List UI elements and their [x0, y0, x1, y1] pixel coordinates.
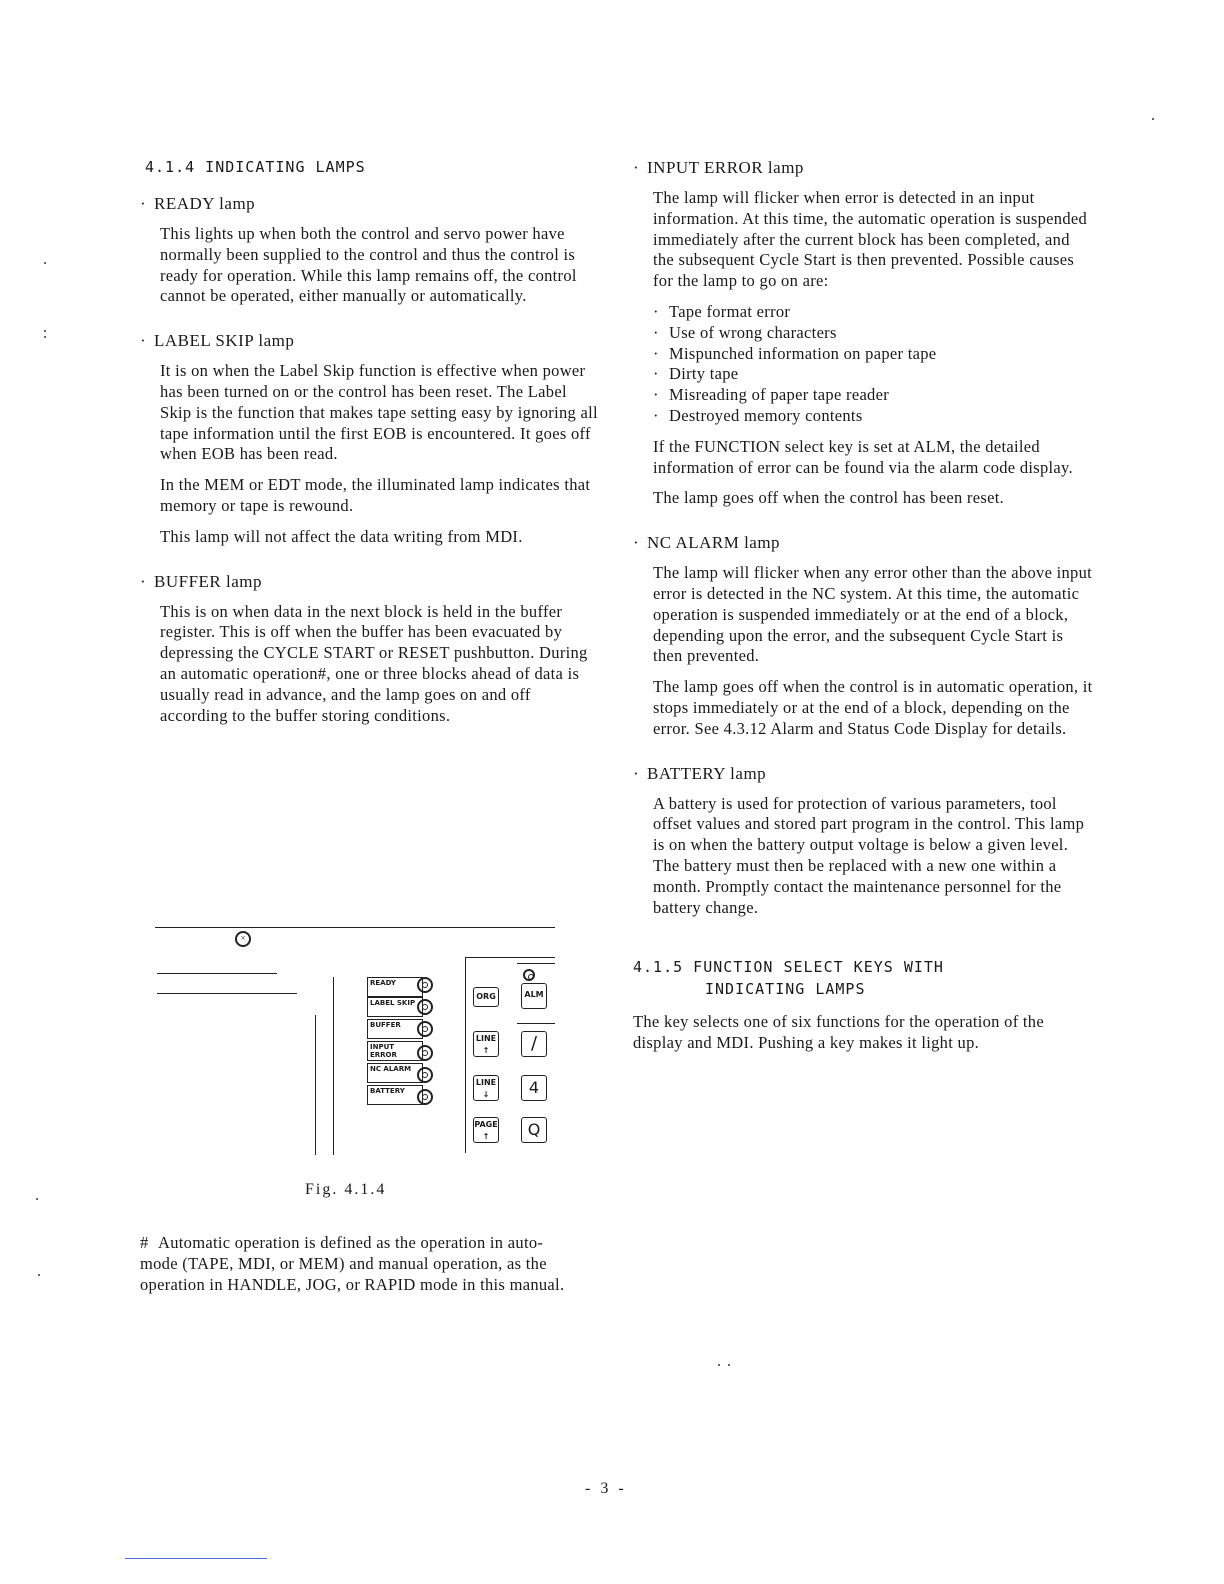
lamp-label-ready: READY	[367, 977, 423, 997]
alm-key-lamp-icon	[523, 969, 535, 981]
nc-alarm-lamp-icon	[417, 1067, 433, 1083]
figure-top-rule	[155, 927, 555, 928]
org-key[interactable]: ORG	[473, 987, 499, 1007]
line-up-key[interactable]: LINE ↑	[473, 1031, 499, 1057]
input-error-alm-note: If the FUNCTION select key is set at ALM, the detailed information of error can be found via the alarm code display.	[653, 436, 1073, 477]
page-number: - 3 -	[585, 1480, 627, 1497]
section-heading-415-line2: INDICATING LAMPS	[705, 980, 866, 999]
battery-lamp-icon	[417, 1089, 433, 1105]
ready-lamp-title: · READY lamp	[140, 194, 256, 213]
nc-alarm-off-note: The lamp goes off when the control is in automatic operation, it stops immediately or at the end of a block, depending on the error. See 4.3.12 Alarm and Status Code Display for details.	[653, 677, 1093, 738]
list-item: · Use of wrong characters	[653, 322, 837, 342]
right-column	[633, 158, 1093, 1064]
buffer-lamp-description: This is on when data in the next block is held in the buffer register. This is off when the buffer has been evacuated by depressing the CYCLE START or RESET pushbutton. During an automatic operation#, one or three blocks ahead of data is usually read in advance, and the lamp goes on and off according to the buffer storing conditions.	[160, 601, 588, 725]
list-item: · Destroyed memory contents	[653, 405, 863, 425]
ready-lamp-description: This lights up when both the control and servo power have normally been supplied to the control and thus the control is ready for operation. While this lamp remains off, the control cannot be operated, either manually or automatically.	[160, 224, 577, 306]
alm-key[interactable]: ALM	[521, 983, 547, 1009]
input-error-lamp-icon	[417, 1045, 433, 1061]
line-down-key[interactable]: LINE ↓	[473, 1075, 499, 1101]
panel-edge	[315, 1015, 316, 1155]
scan-speck	[728, 1364, 730, 1366]
input-error-causes-list	[653, 302, 1093, 427]
nc-alarm-description: The lamp will flicker when any error other than the above input error is detected in the NC system. At this time, the automatic operation is suspended immediately or at the end of a block, depending upon the error, and the subsequent Cycle Start is then prevented.	[653, 563, 1093, 666]
scan-speck	[44, 262, 46, 264]
screw-icon: ×	[235, 931, 251, 947]
scan-speck	[1152, 118, 1154, 120]
battery-lamp-title: · BATTERY lamp	[633, 763, 767, 783]
ready-lamp-icon	[417, 977, 433, 993]
bottom-rule	[125, 1558, 267, 1559]
panel-edge	[157, 973, 277, 974]
label-skip-description: It is on when the Label Skip function is effective when power has been turned on or the control has been reset. The Label Skip is the function that makes tape setting easy by ignoring all tape information until the first EOB is encountered. It goes off when EOB has been read.	[160, 361, 598, 464]
input-error-intro: The lamp will flicker when error is detected in an input information. At this time, the automatic operation is suspended immediately after the current block has been completed, and the subsequent Cycle Start is then prevented. Possible causes for the lamp to go on are:	[653, 188, 1088, 291]
key-divider	[517, 963, 555, 964]
scan-speck	[44, 330, 46, 332]
footnote-text: Automatic operation is defined as the operation in auto-mode (TAPE, MDI, or MEM) and manual operation, as the operation in HANDLE, JOG, or RAPID mode in this manual.	[140, 1233, 565, 1294]
nc-alarm-lamp-title: · NC ALARM lamp	[633, 533, 781, 553]
footnote	[140, 1233, 580, 1295]
scan-speck	[44, 336, 46, 338]
slash-key[interactable]: /	[521, 1031, 547, 1057]
lamp-label-nc-alarm: NC ALARM	[367, 1063, 423, 1083]
label-skip-lamp-title: · LABEL SKIP lamp	[140, 331, 295, 351]
panel-edge	[157, 993, 297, 994]
list-item: · Mispunched information on paper tape	[653, 343, 937, 363]
key-divider	[517, 1023, 555, 1024]
battery-lamp-description: A battery is used for protection of various parameters, tool offset values and stored part program in the control. This lamp is on when the battery output voltage is below a given level. The battery must then be replaced with a new one within a month. Promptly contact the maintenance personnel for the battery change.	[653, 793, 1085, 917]
figure-caption: Fig. 4.1.4	[305, 1181, 387, 1198]
scan-speck	[38, 1274, 40, 1276]
q-key[interactable]: Q	[521, 1117, 547, 1143]
left-column	[140, 158, 600, 736]
list-item: · Tape format error	[653, 301, 791, 321]
label-skip-mdi-note: This lamp will not affect the data writing from MDI.	[160, 526, 523, 546]
figure-4-1-4	[155, 925, 560, 1165]
buffer-lamp-title: · BUFFER lamp	[140, 571, 262, 591]
four-key[interactable]: 4	[521, 1075, 547, 1101]
label-skip-mem-edt-note: In the MEM or EDT mode, the illuminated lamp indicates that memory or tape is rewound.	[160, 475, 591, 515]
section-heading-415: 4.1.5 FUNCTION SELECT KEYS WITH	[633, 958, 944, 977]
function-select-description: The key selects one of six functions for the operation of the display and MDI. Pushing a key makes it light up.	[633, 1012, 1044, 1053]
panel-edge	[333, 977, 334, 1155]
lamp-label-buffer: BUFFER	[367, 1019, 423, 1039]
input-error-lamp-title: · INPUT ERROR lamp	[633, 158, 804, 177]
list-item: · Misreading of paper tape reader	[653, 385, 890, 405]
buffer-lamp-icon	[417, 1021, 433, 1037]
input-error-reset-note: The lamp goes off when the control has been reset.	[653, 488, 1005, 508]
page-up-key[interactable]: PAGE ↑	[473, 1117, 499, 1143]
panel-edge	[465, 957, 555, 958]
label-skip-lamp-icon	[417, 999, 433, 1015]
lamp-label-battery: BATTERY	[367, 1085, 423, 1105]
scan-speck	[36, 1198, 38, 1200]
list-item: · Dirty tape	[653, 364, 739, 384]
scan-speck	[718, 1364, 720, 1366]
panel-edge	[465, 957, 466, 1153]
section-heading-414: 4.1.4 INDICATING LAMPS	[145, 158, 366, 176]
lamp-label-input-error: INPUT ERROR	[367, 1041, 423, 1061]
footnote-mark: #	[140, 1233, 149, 1252]
lamp-label-label-skip: LABEL SKIP	[367, 997, 423, 1017]
